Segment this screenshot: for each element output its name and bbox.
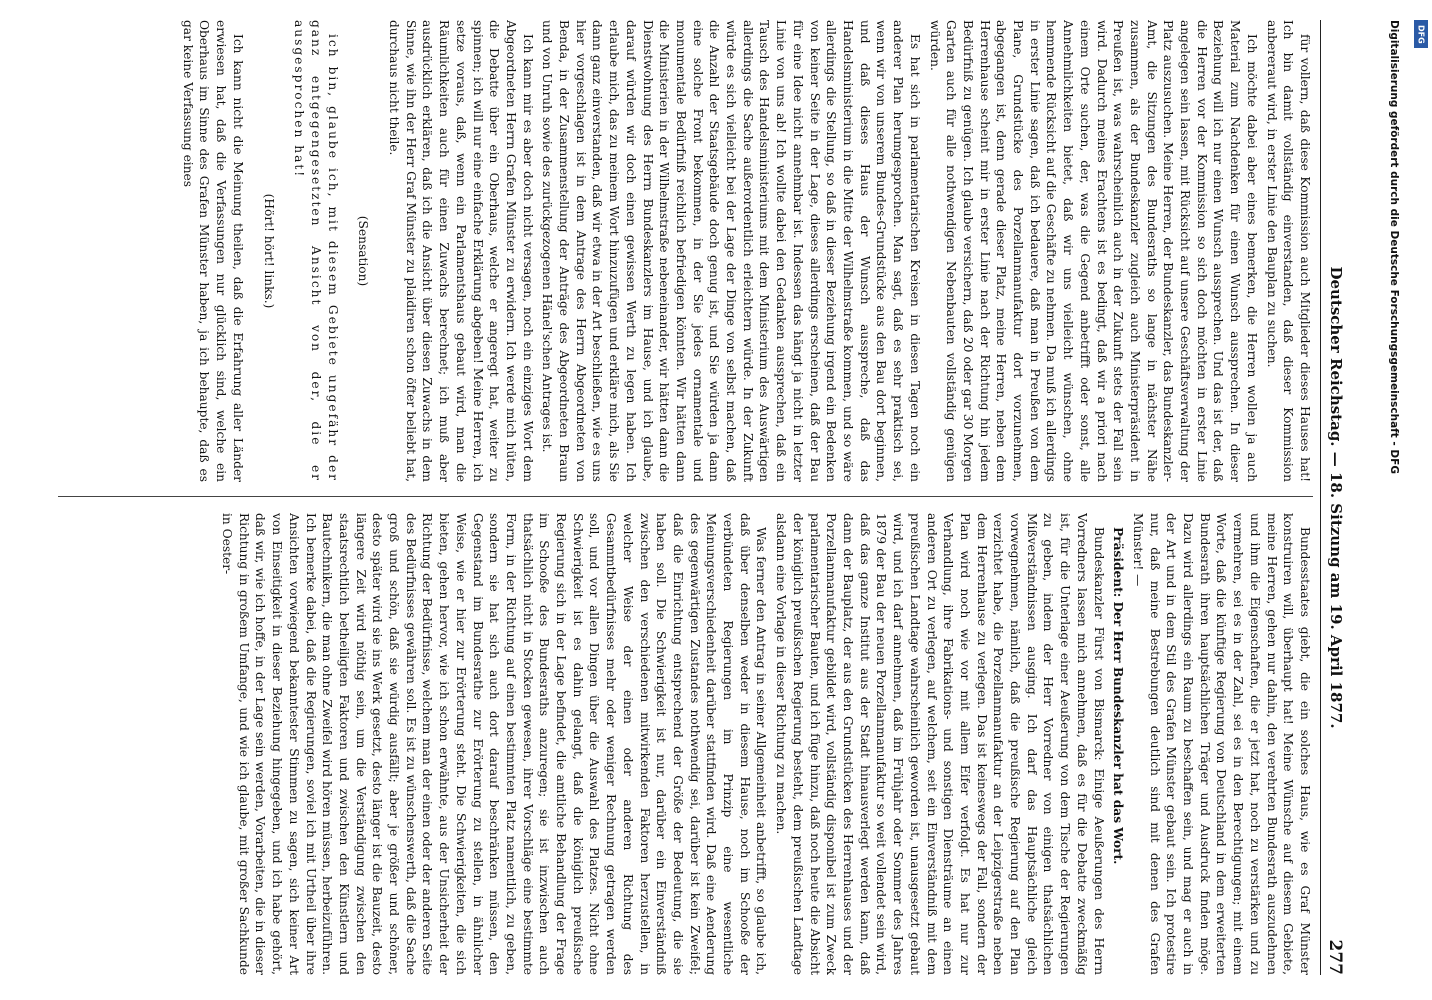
paragraph: Bundesstaates giebt, die ein solches Haus, wie es Graf Münster konstruiren will, überhaupt hat! Meine Wünsche auf diesem Gebiete, meine Herren, gehen nur dahin, den verehrten Bundesrath auszudehnen und ihm die Eigenschaften, die er jetzt hat, noch zu verstärken und zu vermehren, sei es in der Zahl, sei es in den Berechtigungen; mit einem Worte, daß die künftige Regierung von Deutschland in dem erweiterten Bundesrath ihren hauptsächlichen Träger und Ausdruck finden möge. Dazu wird allerdings ein Raum zu beschaffen sein, und mag er auch in der Art und in dem Stil des Grafen Münster gebaut sein. Ich protestire nur, daß meine Bestrebungen deutlich sind mit denen des Grafen Münster! — <box>1130 513 1312 975</box>
left-column <box>58 20 1313 482</box>
paragraph: Es hat sich in parlamentarischen Kreisen in diesen Tagen noch ein anderer Plan herumgesprochen. Man sagt, daß es sehr praktisch sei, wenn wir von unserem Bundes-Grundstücke aus den Bau dort beginnen, und daß dieses Haus der Wunsch ausspreche, daß das Handelsministerium in die Mitte der Wilhelmstraße kommen, und so wäre allerdings die Stellung, so daß in dieser Beziehung irgend ein Bedenken von keiner Seite in der Lage, dieses allerdings erscheinen, daß der Bau für eine Idee nicht annehmbar ist. Indessen das hängt ja nicht in letzter Linie von uns ab! Ich wollte dabei den Gedanken aussprechen, daß ein Tausch des Handelsministeriums mit dem Ministerium des Auswärtigen allerdings die Sache außerordentlich erleichtern würde. In der Zukunft würde es sich vielleicht bei der Lage der Dinge von selbst machen, daß die Anzahl der Staatsgebäude doch genug ist, und Sie würden ja dann eine solche Front bekommen, in der Sie jedes ornamentale und monumentale Bedürfniß reichlich befriedigen könnten. Wir hätten dann die Ministerien in der Wilhelmstraße nebeneinander, wir hätten dann die Dienstwohnung des Herrn Bundeskanzlers im Hause, und ich glaube, darauf würden wir doch einen gewissen Werth zu legen haben. Ich erlaube mich, das zu meinem Wort hinzuzufügen und erkläre mich, als Sie dann ganz einverstanden, daß wir etwa in der Art beschließen, wie es uns hier vorgeschlagen ist in dem Antrage des Herrn Abgeordneten von Benda, in der Zusammenstellung der Anträge des Abgeordneten Braun und von Unruh sowie des zurückgezogenen Hänel'schen Antrages ist. <box>540 20 922 482</box>
paragraph: Bundeskanzler Fürst von Bismarck: Einige Aeußerungen des Herrn Vorredners lassen mich annehmen, daß es für die Debatte zweckmäßig ist, für die Unterlage einer Aeußerung von dem Tische der Regierungen zu geben, indem der Herr Vorredner von einigen thatsächlichen Mißverständnissen ausging. Ich darf das Hauptsächliche gleich vorwegnehmen, nämlich, daß die preußische Regierung auf den Plan verzichtet habe, die Porzellanmanufaktur an der Leipzigerstraße neben dem Herrenhause zu verlegen. Das ist keineswegs der Fall, sondern der Plan wird noch wie vor mit allem Eifer verfolgt. Es hat nur zur Verhandlung, ihre Fabrikations- und sonstigen Diensträume an einen anderen Ort zu verlegen, auf welchem, seit ein Einverständniß mit dem preußischen Landtage wahrscheinlich geworden ist, unausgesetzt gebaut wird, und ich darf annehmen, daß im Frühjahr oder Sommer des Jahres 1879 der Bau der neuen Porzellanmanufaktur so weit vollendet sein wird, daß das ganze Institut aus der Stadt hinausverlegt werden kann, daß dann der Bauplatz, der aus den Grundstücken des Herrenhauses und der Porzellanmanufaktur gebildet wird, vollständig disponibel ist zum Zweck parlamentarischer Bauten, und ich füge hinzu, daß noch heute die Absicht der königlich preußischen Regierung besteht, dem preußischen Landtage alsdann eine Vorlage in dieser Richtung zu machen. <box>774 513 1106 975</box>
stage-direction: (Hört! hört! links.) <box>261 193 276 309</box>
column-divider <box>58 496 1313 497</box>
paragraph: Ich kann mir es aber doch nicht versagen, noch ein einziges Wort dem Abgeordneten Herrn Grafen Münster zu erwidern. Ich werde mich hüten, die Debatte über ein Oberhaus, welche er angeregt hat, weiter zu spinnen; ich will nur eine einfache Erklärung abgeben! Meine Herren, ich setze voraus, daß, wenn ein Parlamentshaus gebaut wird, man die Räumlichkeiten auch für einen Zuwachs berechnet; ich muß aber ausdrücklich erklären, daß ich die Ansicht über diesen Zuwachs in dem Sinne, wie ihn der Herr Graf Münster zu plaidiren schon öfter beliebt hat, durchaus nicht theile. <box>387 20 535 482</box>
paragraph: Ich möchte dabei aber eines bemerken, die Herren wollen ja auch Material zum Nachdenken für einen Wunsch aussprechen. In dieser Beziehung will ich nur einen Wunsch aussprechen. Und das ist der, daß die Herren vor der Kommission so sich doch möchten in erster Linie angelegen sein lassen, mit Rücksicht auf unsere Geschäftsverwaltung der Platz auszusuchen. Meine Herren, der Bundeskanzler, das Bundeskanzler-Amt, die Sitzungen des Bundesraths so lange in nächster Nähe zusammen, als der Bundeskanzler zugleich auch Ministerpräsident in Preußen ist, was wahrscheinlich auch in der Zukunft stets der Fall sein wird. Dadurch meines Erachtens ist es bedingt, daß wir a priori nach einem Orte suchen, der, was die Gegend anbetrifft oder sonst, alle Annehmlichkeiten bietet, daß wir uns vielleicht wünschen, ohne hemmende Rücksicht auf die Geschäfte zu nehmen. Da muß ich allerdings in erster Linie sagen, daß ich bedauere, daß man in Preußen von dem Plane, Grundstücke des Porzellanmanufaktur dort vorzunehmen, abgegangen ist, denn gerade dieser Platz, meine Herren, neben dem Herrenhause scheint mir in erster Linie nach der Richtung hin jedem Bedürfniß zu genügen. Ich glaube versichern, daß 20 oder gar 30 Morgen Garten auch für alle nothwendigen Nebenbauten vollständig genügen würden. <box>927 20 1259 482</box>
paragraph: für vollern, daß diese Kommission auch Mitglieder dieses Hauses hat! Ich bin damit vollständig einverstanden, daß dieser Kommission anbereraut wird, in erster Linie den Bauplan zu suchen. <box>1264 20 1312 482</box>
paragraph: Ich kann nicht die Meinung theilen, daß die Erfahrung aller Länder erwiesen hat, daß die Verfassungen nur glücklich sind, welche ein Oberhaus im Sinne des Grafen Münster haben, ja ich behaupte, daß es gar keine Verfassung eines <box>180 20 245 482</box>
right-column <box>58 513 1313 975</box>
paragraph: Was ferner den Antrag in seiner Allgemeinheit anbetrifft, so glaube ich, daß über denselben weder in diesem Hause, noch im Schooße der verbündeten Regierungen im Prinzip eine wesentliche Meinungsverschiedenheit darüber stattfinden wird. Daß eine Aenderung des gegenwärtigen Zustandes nothwendig sei, darüber ist kein Zweifel; daß die Einrichtung entsprechend der Größe der Bedeutung, die sie haben soll. Die Schwierigkeit ist nur, darüber ein Einverständniß zwischen den verschiedenen mitwirkenden Faktoren herzustellen, in welcher Weise der einen oder anderen Richtung des Gesammtbedürfnisses mehr oder weniger Rechnung getragen werden soll, und vor allen Dingen über die Auswahl des Platzes. Nicht ohne Schwierigkeit ist es dahin gelangt, daß die königlich preußische Regierung sich in der Lage befindet, die amtliche Behandlung der Frage im Schooße des Bundesraths anzuregen; sie ist inzwischen auch thatsächlich nicht in Stocken gewesen, ihrer Vorschläge eine bestimmte Form, in der Richtung auf einen bestimmten Platz namentlich, zu geben, sondern sie hat sich auch dort darauf beschränken müssen, den Gegenstand im Bundesrathe zur Erörterung zu stellen, in ähnlicher Weise, wie er hier zur Erörterung steht. Die Schwierigkeiten, die sich bieten, gehen hervor, wie ich schon erwähnte, aus der Unsicherheit der Richtung der Bedürfnisse, welchem man der einen oder der anderen Seite des Bedürfnisses gewähren soll. Es ist zu wünschenswerth, daß die Sache groß und schön, daß sie würdig ausfällt; aber je größer und schöner, desto später wird sie ins Werk gesetzt, desto länger ist die Bauzeit, desto längere Zeit wird nöthig sein, um die Verständigung zwischen den staatsrechtlich betheiligten Faktoren und zwischen den Künstlern und Bautechnikern, die man ohne Zweifel wird hören müssen, herbeizuführen. Ich bemerke dabei, daß die Regierungen, soviel ich mit Urtheil über ihre Ansichten vorwiegend bekanntester Stimmen zu sagen, sich keiner Art von Einseitigkeit in dieser Beziehung hingegeben, und ich habe gehört, daß wir, wie ich hoffe, in der Lage sein werden, Vorarbeiten, die in dieser Richtung in großem Umfange, und wie ich glaube, mit großer Sachkunde in Oester- <box>220 513 769 975</box>
paragraph: ich bin, glaube ich, mit diesem Gebiete ungefähr der ganz entgegengesetzten Ansicht von der, die er ausgesprochen hat! <box>292 20 340 482</box>
page-number: 277 <box>1325 939 1345 975</box>
dfg-logo-badge: DFG <box>1414 20 1428 48</box>
stage-direction: (Sensation) <box>356 215 371 287</box>
scanned-page <box>40 0 1385 1000</box>
running-header: Deutscher Reichstag. — 18. Sitzung am 19. April 1877. <box>1327 266 1345 729</box>
header-rule <box>1320 20 1321 975</box>
speaker-line: Präsident: Der Herr Bundeskanzler hat das Wort. <box>1111 527 1126 865</box>
page-header <box>1319 20 1345 975</box>
digitization-credit: Digitalisierung gefördert durch die Deutsche Forschungsgemeinschaft - DFG <box>1388 20 1400 474</box>
